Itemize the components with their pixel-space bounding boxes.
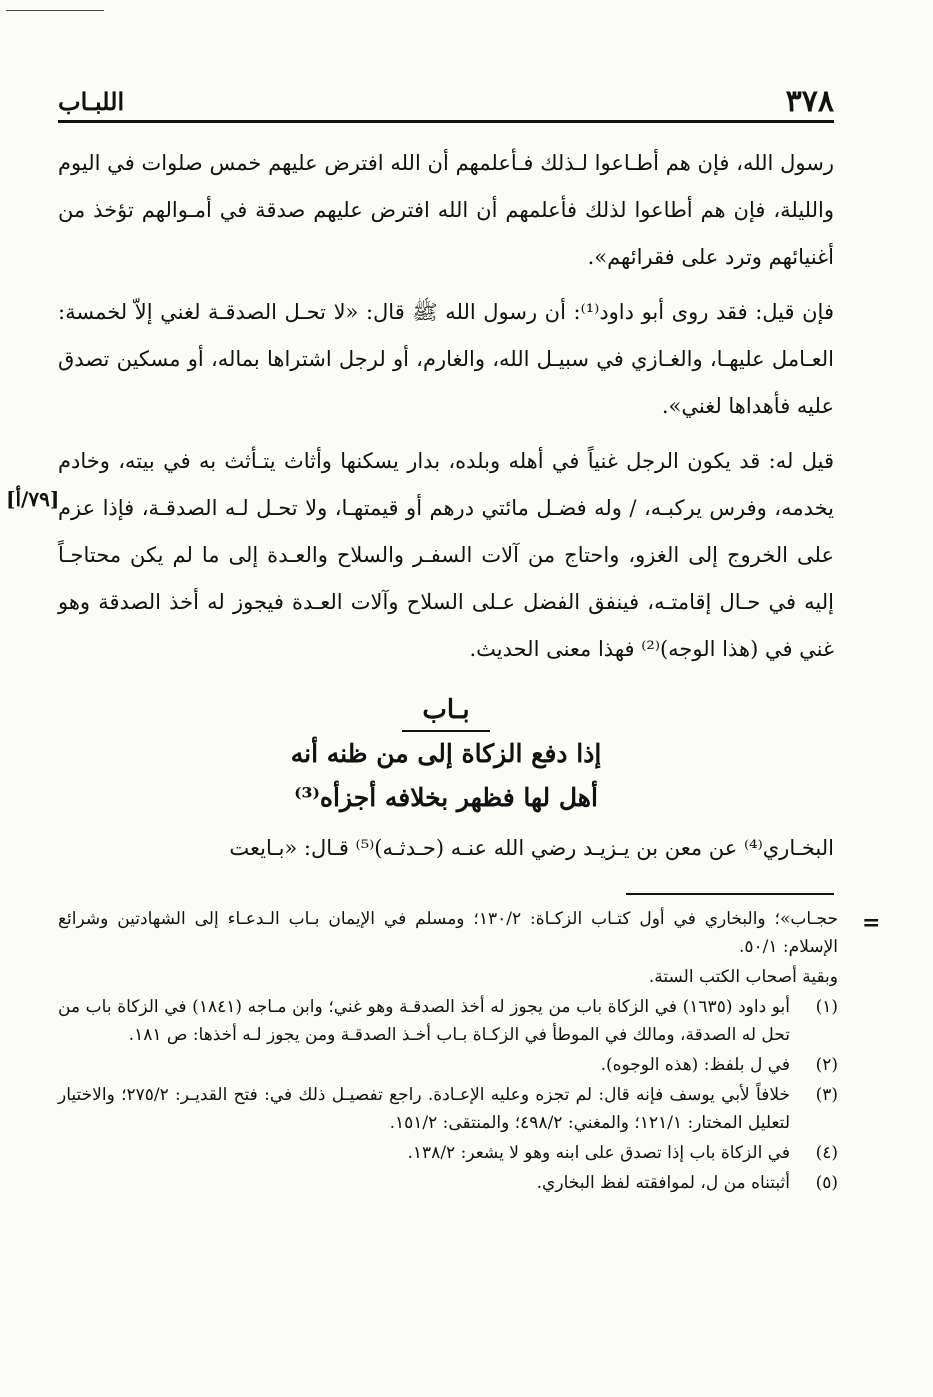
footnote-number: (٥)	[815, 1173, 838, 1193]
footnote-number: (٤)	[815, 1143, 838, 1163]
footnote-continuation-mark: =	[862, 910, 881, 936]
main-text	[58, 140, 834, 681]
chapter-title-line-2: أهل لها فظهر بخلافه أجزأه⁽³⁾	[294, 783, 598, 812]
footnotes	[58, 905, 838, 1199]
chapter-heading	[58, 690, 834, 820]
chapter-title-line-1: إذا دفع الزكاة إلى من ظنه أنه	[290, 739, 602, 768]
paragraph: رسول الله، فإن هم أطـاعوا لـذلك فـأعلمهم أن الله افترض عليهم خمس صلوات في اليوم والليلة، فإن هم أطاعوا لذلك فأعلمهم أن الله افترض عليهم صدقة في أمـوالهم تؤخذ من أغنيائهم وترد على فقرائهم».	[58, 151, 834, 269]
book-title: اللبـاب	[58, 87, 125, 116]
manuscript-folio-reference: [٧٩/أ]	[6, 487, 60, 511]
footnote	[58, 1139, 838, 1167]
footnote-number: (٢)	[815, 1055, 838, 1075]
footnote-number: (١)	[815, 997, 838, 1017]
paragraph: قيل له: قد يكون الرجل غنياً في أهله وبلده، بدار يسكنها وأثاث يتـأثث به في بيته، وخادم يخدمه، وفرس يركبـه، / وله فضـل مائتي درهم أو قيمتهـا، ولا تحـل لـه الصدقـة، فإذا عزم على الخروج إلى الغزو، واحتاج من آلات السفـر والسلاح والعـدة إلى ما لم يكن محتاجـاً إليه في حـال إقامتـه، فينفق الفضل عـلى السلاح وآلات العـدة فيجوز له أخذ الصدقة وهو غني في (هذا الوجه)⁽²⁾ فهذا معنى الحديث.	[58, 449, 834, 661]
footnote-text: في الزكاة باب إذا تصدق على ابنه وهو لا يشعر: ١٣٨/٢.	[407, 1143, 790, 1163]
footnote-text: أبو داود (١٦٣٥) في الزكاة باب من يجوز له أخذ الصدقـة وهو غني؛ وابن مـاجه (١٨٤١) في الزكاة باب من تحل له الصدقة، ومالك في الموطأ في الزكـاة بـاب أخـذ الصدقـة ومن يجوز لـه أخذها: ص ١٨١.	[58, 997, 790, 1045]
footnote-text: في ل بلفظ: (هذه الوجوه).	[600, 1055, 790, 1075]
footnote-continuation: حجـاب»؛ والبخاري في أول كتـاب الزكـاة: ١٣٠/٢؛ ومسلم في الإيمان بـاب الـدعـاء إلى الشهادتين وشرائع الإسلام: ٥٠/١.	[58, 909, 838, 957]
top-corner-rule	[6, 10, 104, 11]
footnote	[58, 993, 838, 1049]
page-number: ٣٧٨	[785, 84, 834, 119]
footnote-text: أثبتناه من ل، لموافقته لفظ البخاري.	[536, 1173, 790, 1193]
paragraph: فإن قيل: فقد روى أبو داود⁽¹⁾: أن رسول الله ﷺ قال: «لا تحـل الصدقـة لغني إلاّ لخمسة: العـامل عليهـا، والغـازي في سبيـل الله، والغارم، أو لرجل اشتراها بماله، أو مسكين تصدق عليه فأهداها لغني».	[58, 300, 834, 418]
page-header	[58, 84, 834, 123]
footnote-divider	[626, 893, 834, 895]
footnote	[58, 1081, 838, 1137]
chapter-word: بـاب	[402, 690, 489, 732]
footnote	[58, 1169, 838, 1197]
footnote-number: (٣)	[815, 1085, 838, 1105]
footnote-continuation: وبقية أصحاب الكتب الستة.	[648, 967, 838, 987]
footnote-text: خلافاً لأبي يوسف فإنه قال: لم تجزه وعليه الإعـادة. راجع تفصيـل ذلك في: فتح القديـر: ٢٧٥/٢؛ والاختيار لتعليل المختار: ١٢١/١؛ والمغني: ٤٩٨/٢؛ والمنتقى: ١٥١/٢.	[58, 1085, 790, 1133]
footnote	[58, 1051, 838, 1079]
chapter-opening-line: البخـاري⁽⁴⁾ عن معن بن يـزيـد رضي الله عنـه (حـدثـه)⁽⁵⁾ قـال: «بـايعت	[229, 836, 834, 860]
